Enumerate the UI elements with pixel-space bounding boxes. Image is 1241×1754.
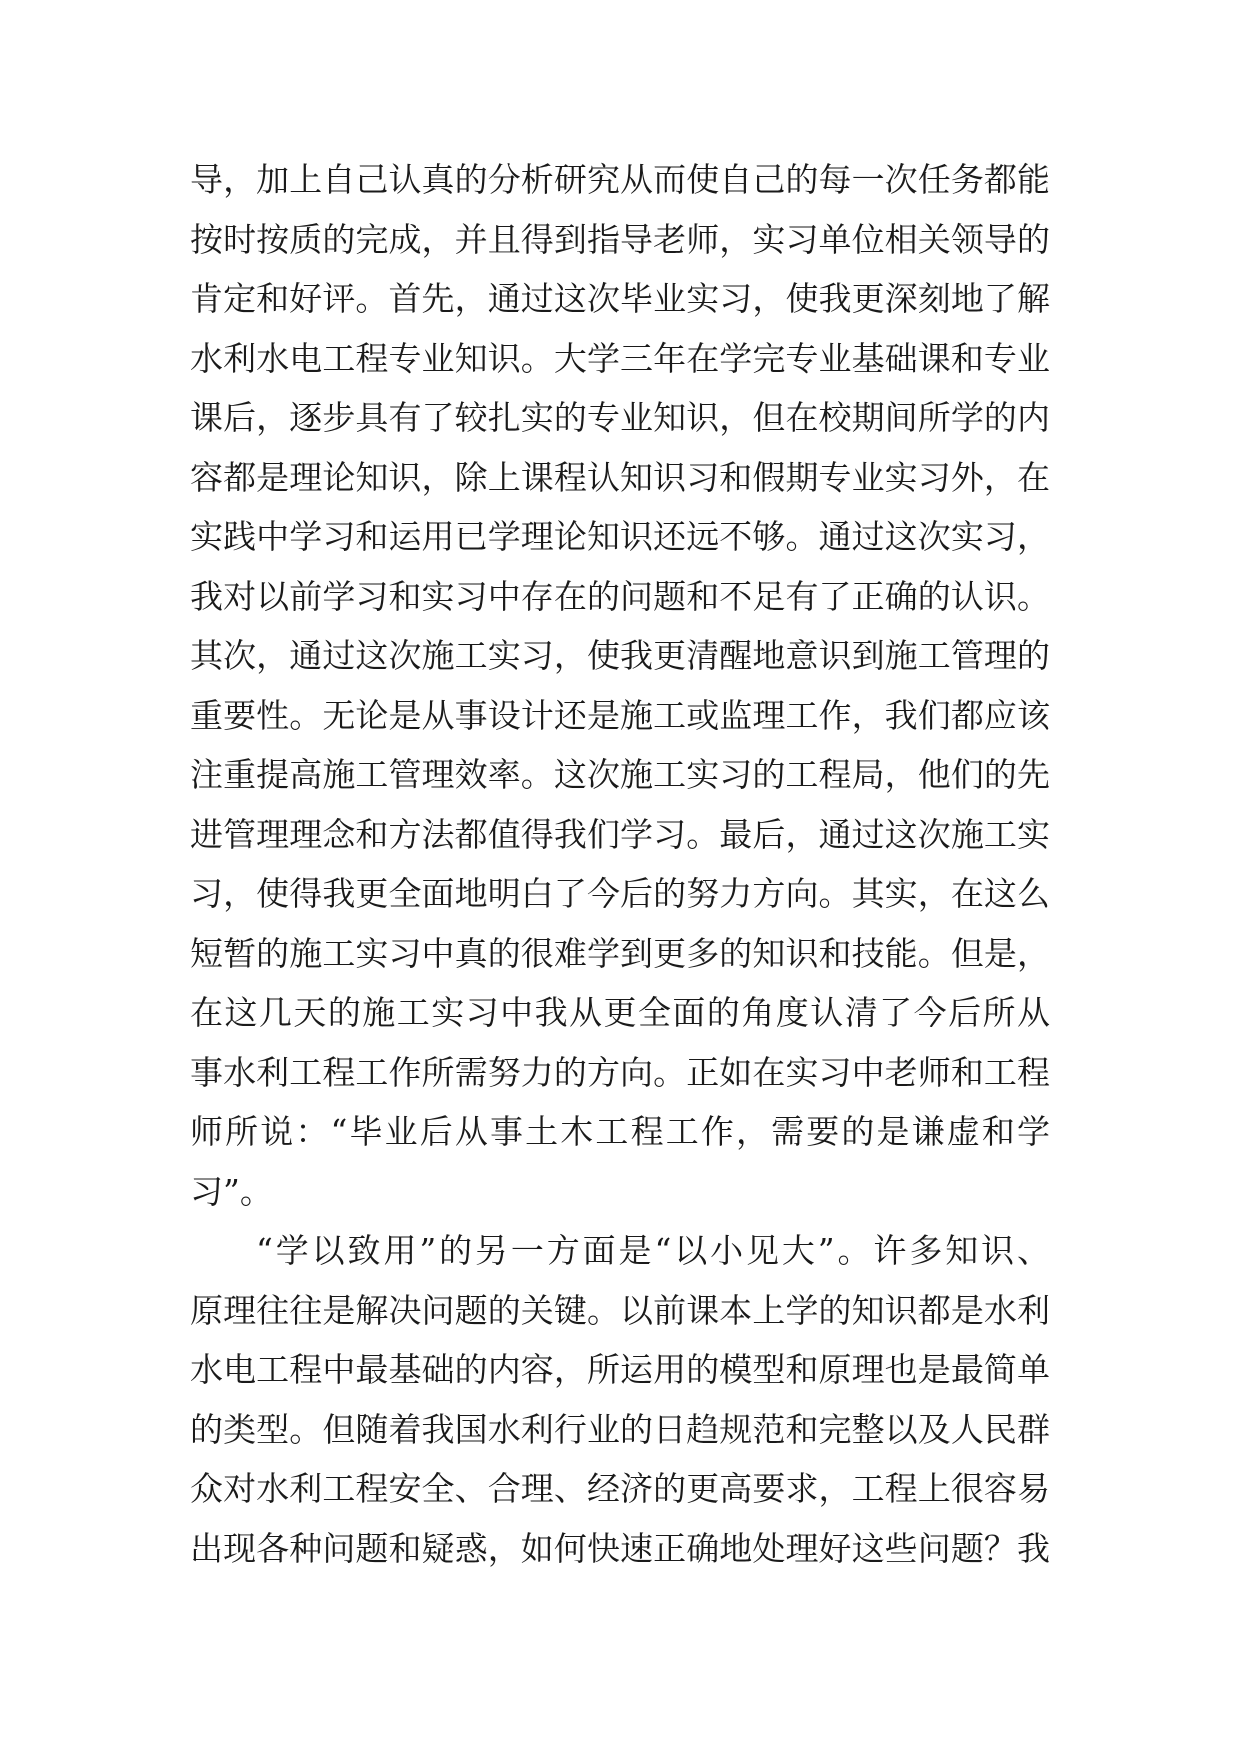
- text-line: 注重提高施工管理效率。这次施工实习的工程局，他们的先: [190, 755, 1050, 794]
- text-line: 的类型。但随着我国水利行业的日趋规范和完整以及人民群: [190, 1409, 1050, 1449]
- text-line: 容都是理论知识，除上课程认知识习和假期专业实习外，在: [190, 457, 1050, 497]
- text-line: 肯定和好评。首先，通过这次毕业实习，使我更深刻地了解: [190, 279, 1050, 318]
- text-line: 在这几天的施工实习中我从更全面的角度认清了今后所从: [190, 993, 1050, 1032]
- text-line: 师所说：“毕业后从事土木工程工作，需要的是谦虚和学: [190, 1112, 1050, 1151]
- paragraph-start-line: “学以致用”的另一方面是“以小见大”。许多知识、: [256, 1231, 1050, 1270]
- text-line: 实践中学习和运用已学理论知识还远不够。通过这次实习，: [190, 517, 1050, 556]
- text-line: 导，加上自己认真的分析研究从而使自己的每一次任务都能: [190, 160, 1050, 199]
- text-line: 众对水利工程安全、合理、经济的更高要求，工程上很容易: [190, 1469, 1050, 1508]
- text-line: 水电工程中最基础的内容，所运用的模型和原理也是最简单: [190, 1350, 1050, 1389]
- text-line: 水利水电工程专业知识。大学三年在学完专业基础课和专业: [190, 338, 1050, 378]
- text-line: 出现各种问题和疑惑，如何快速正确地处理好这些问题？我: [190, 1528, 1050, 1568]
- text-line: 其次，通过这次施工实习，使我更清醒地意识到施工管理的: [190, 636, 1050, 675]
- text-line: 重要性。无论是从事设计还是施工或监理工作，我们都应该: [190, 695, 1050, 735]
- text-line: 习，使得我更全面地明白了今后的努力方向。其实，在这么: [190, 874, 1050, 913]
- text-line: 进管理理念和方法都值得我们学习。最后，通过这次施工实: [190, 814, 1050, 854]
- text-line: 事水利工程工作所需努力的方向。正如在实习中老师和工程: [190, 1052, 1050, 1092]
- text-line: 课后，逐步具有了较扎实的专业知识，但在校期间所学的内: [190, 398, 1050, 437]
- body-text: [190, 150, 1050, 1578]
- text-line: 原理往往是解决问题的关键。以前课本上学的知识都是水利: [190, 1290, 1050, 1330]
- text-line: 我对以前学习和实习中存在的问题和不足有了正确的认识。: [190, 576, 1050, 616]
- text-line: 短暂的施工实习中真的很难学到更多的知识和技能。但是，: [190, 933, 1050, 973]
- text-line: 按时按质的完成，并且得到指导老师，实习单位相关领导的: [190, 219, 1050, 259]
- text-line: 习”。: [190, 1171, 273, 1211]
